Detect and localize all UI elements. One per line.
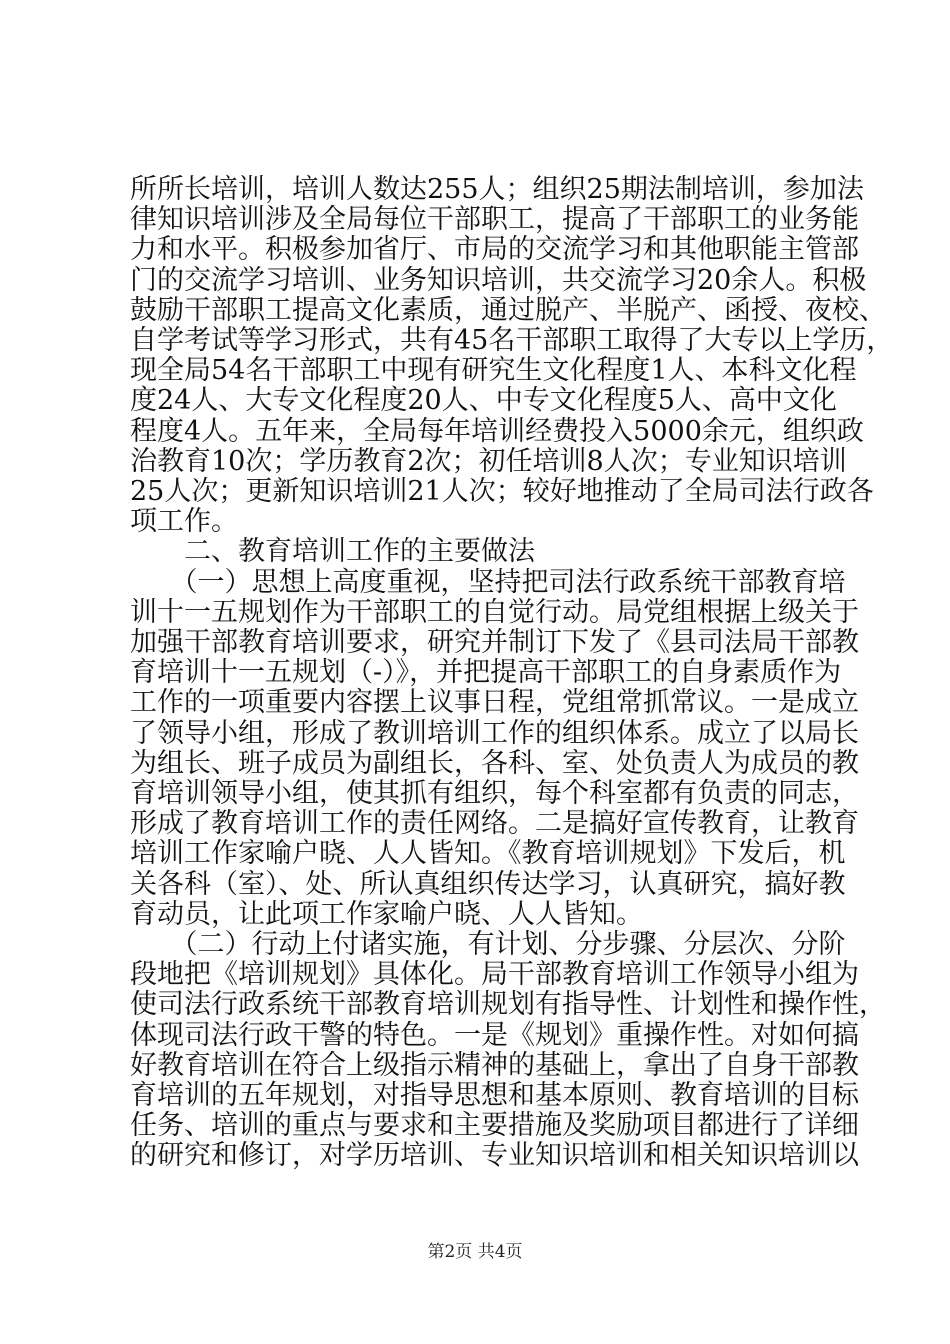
text-line: 育培训领导小组，使其抓有组织，每个科室都有负责的同志， [130,778,859,809]
text-line: 自学考试等学习形式，共有45名干部职工取得了大专以上学历， [130,325,894,356]
text-line: 育动员，让此项工作家喻户晓、人人皆知。 [130,898,643,930]
text-line: 所所长培训，培训人数达255人；组织25期法制培训，参加法 [130,174,864,205]
text-line: 的研究和修订，对学历培训、专业知识培训和相关知识培训以 [130,1140,859,1172]
text-line: 训十一五规划作为干部职工的自觉行动。局党组根据上级关于 [130,596,859,628]
text-line: 度24人、大专文化程度20人、中专文化程度5人、高中文化 [130,385,837,417]
text-line: 25人次；更新知识培训21人次；较好地推动了全局司法行政各 [130,476,874,507]
text-line: 育培训十一五规划（-）》，并把提高干部职工的自身素质作为 [130,657,842,689]
text-line: 段地把《培训规划》具体化。局干部教育培训工作领导小组为 [130,959,859,991]
text-line: 任务、培训的重点与要求和主要措施及奖励项目都进行了详细 [130,1110,859,1142]
text-line: （二）行动上付诸实施，有计划、分步骤、分层次、分阶 [130,929,846,960]
text-line: 为组长、班子成员为副组长，各科、室、处负责人为成员的教 [130,747,859,779]
text-line: 工作的一项重要内容摆上议事日程，党组常抓常议。一是成立 [130,687,859,719]
text-line: 程度4人。五年来，全局每年培训经费投入5000余元，组织政 [130,415,864,447]
text-line: 治教育10次；学历教育2次；初任培训8人次；专业知识培训 [130,445,847,477]
text-line: 关各科（室）、处、所认真组织传达学习，认真研究，搞好教 [130,868,846,900]
text-line: 育培训的五年规划，对指导思想和基本原则、教育培训的目标 [130,1080,859,1111]
text-line: 形成了教育培训工作的责任网络。二是搞好宣传教育，让教育 [130,808,859,840]
page-footer: 第2页 共4页 [427,1242,523,1262]
text-line: 好教育培训在符合上级指示精神的基础上，拿出了自身干部教 [130,1049,859,1081]
text-line: 鼓励干部职工提高文化素质，通过脱产、半脱产、函授、夜校、 [130,294,886,326]
text-line: 培训工作家喻户晓、人人皆知。《教育培训规划》下发后，机 [130,838,846,870]
text-line: 项工作。 [130,506,238,538]
text-line: 力和水平。积极参加省厅、市局的交流学习和其他职能主管部 [130,234,859,266]
text-line: 了领导小组，形成了教训培训工作的组织体系。成立了以局长 [130,717,859,749]
text-line: 门的交流学习培训、业务知识培训，共交流学习20余人。积极 [130,264,867,296]
text-line: 体现司法行政干警的特色。一是《规划》重操作性。对如何搞 [130,1019,859,1051]
text-line: 使司法行政系统干部教育培训规划有指导性、计划性和操作性， [130,989,886,1021]
text-line: 现全局54名干部职工中现有研究生文化程度1人、本科文化程 [130,355,857,387]
text-line: 律知识培训涉及全局每位干部职工，提高了干部职工的业务能 [130,204,859,236]
section-heading: 二、教育培训工作的主要做法 [130,536,535,568]
text-line: （一）思想上高度重视，坚持把司法行政系统干部教育培 [130,566,846,598]
text-line: 加强干部教育培训要求，研究并制订下发了《县司法局干部教 [130,627,859,658]
